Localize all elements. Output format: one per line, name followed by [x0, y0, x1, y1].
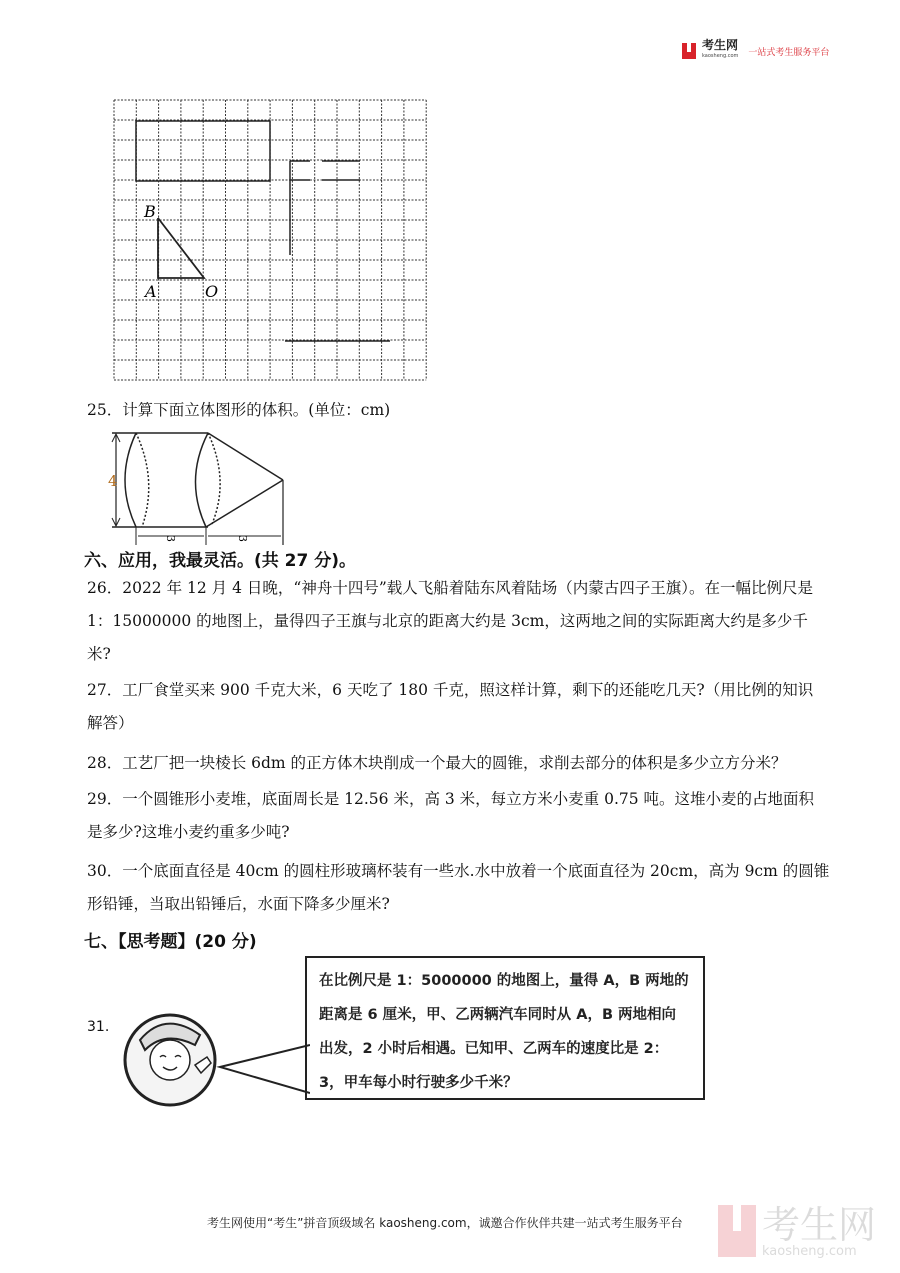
cartoon-boy-illustration [120, 1005, 310, 1110]
grid-figure [110, 95, 440, 390]
question-25: 25．计算下面立体图形的体积。(单位：cm) [87, 401, 391, 419]
footer-text: 考生网使用“考生”拼音顶级域名 kaosheng.com，诚邀合作伙伴共建一站式考生服务平台 [207, 1216, 683, 1230]
length-label-1: 3 [164, 535, 177, 542]
q29-line2: 是多少?这堆小麦约重多少吨? [87, 823, 290, 841]
label-b: B [144, 202, 156, 221]
q31-speech-bubble: 在比例尺是 1：5000000 的地图上，量得 A，B 两地的 距离是 6 厘米，甲、乙两辆汽车同时从 A，B 两地相向 出发，2 小时后相遇。已知甲、乙两车的速度比是 2： 3，甲车每小时行驶多少千米？ [305, 956, 705, 1100]
watermark-icon [718, 1205, 756, 1257]
watermark-logo: 考生网 kaosheng.com [718, 1205, 876, 1259]
q26-line1: 26．2022 年 12 月 4 日晚，“神舟十四号”载人飞船着陆东风着陆场（内蒙古四子王旗）。在一幅比例尺是 [87, 579, 813, 597]
q26-line3: 米? [87, 645, 111, 663]
q30-line2: 形铅锤，当取出铅锤后，水面下降多少厘米? [87, 895, 390, 913]
height-label: 4 [108, 472, 118, 490]
q26-line2: 1：15000000 的地图上，量得四子王旗与北京的距离大约是 3cm，这两地之间的实际距离大约是多少千 [87, 612, 808, 630]
slogan: 一站式考生服务平台 [748, 47, 830, 58]
cylinder-cone-figure [100, 420, 300, 555]
label-o: O [205, 282, 219, 301]
section-6-title: 六、应用，我最灵活。(共 27 分)。 [84, 551, 357, 571]
header-logo: 考生网 kaosheng.com 一站式考生服务平台 [682, 40, 829, 62]
length-label-2: 3 [236, 535, 249, 542]
q30-line1: 30．一个底面直径是 40cm 的圆柱形玻璃杯装有一些水.水中放着一个底面直径为 20cm，高为 9cm 的圆锥 [87, 862, 830, 880]
logo-icon [682, 43, 696, 59]
section-7-title: 七、【思考题】(20 分) [84, 932, 257, 952]
q31-number: 31. [87, 1019, 110, 1035]
q27-line1: 27．工厂食堂买来 900 千克大米，6 天吃了 180 千克，照这样计算，剩下的还能吃几天?（用比例的知识 [87, 681, 814, 699]
q27-line2: 解答） [87, 714, 134, 732]
label-a: A [145, 282, 157, 301]
q29-line1: 29．一个圆锥形小麦堆，底面周长是 12.56 米，高 3 米，每立方米小麦重 0.75 吨。这堆小麦的占地面积 [87, 790, 815, 808]
q28-line1: 28．工艺厂把一块棱长 6dm 的正方体木块削成一个最大的圆锥，求削去部分的体积是多少立方分米？ [87, 754, 787, 772]
